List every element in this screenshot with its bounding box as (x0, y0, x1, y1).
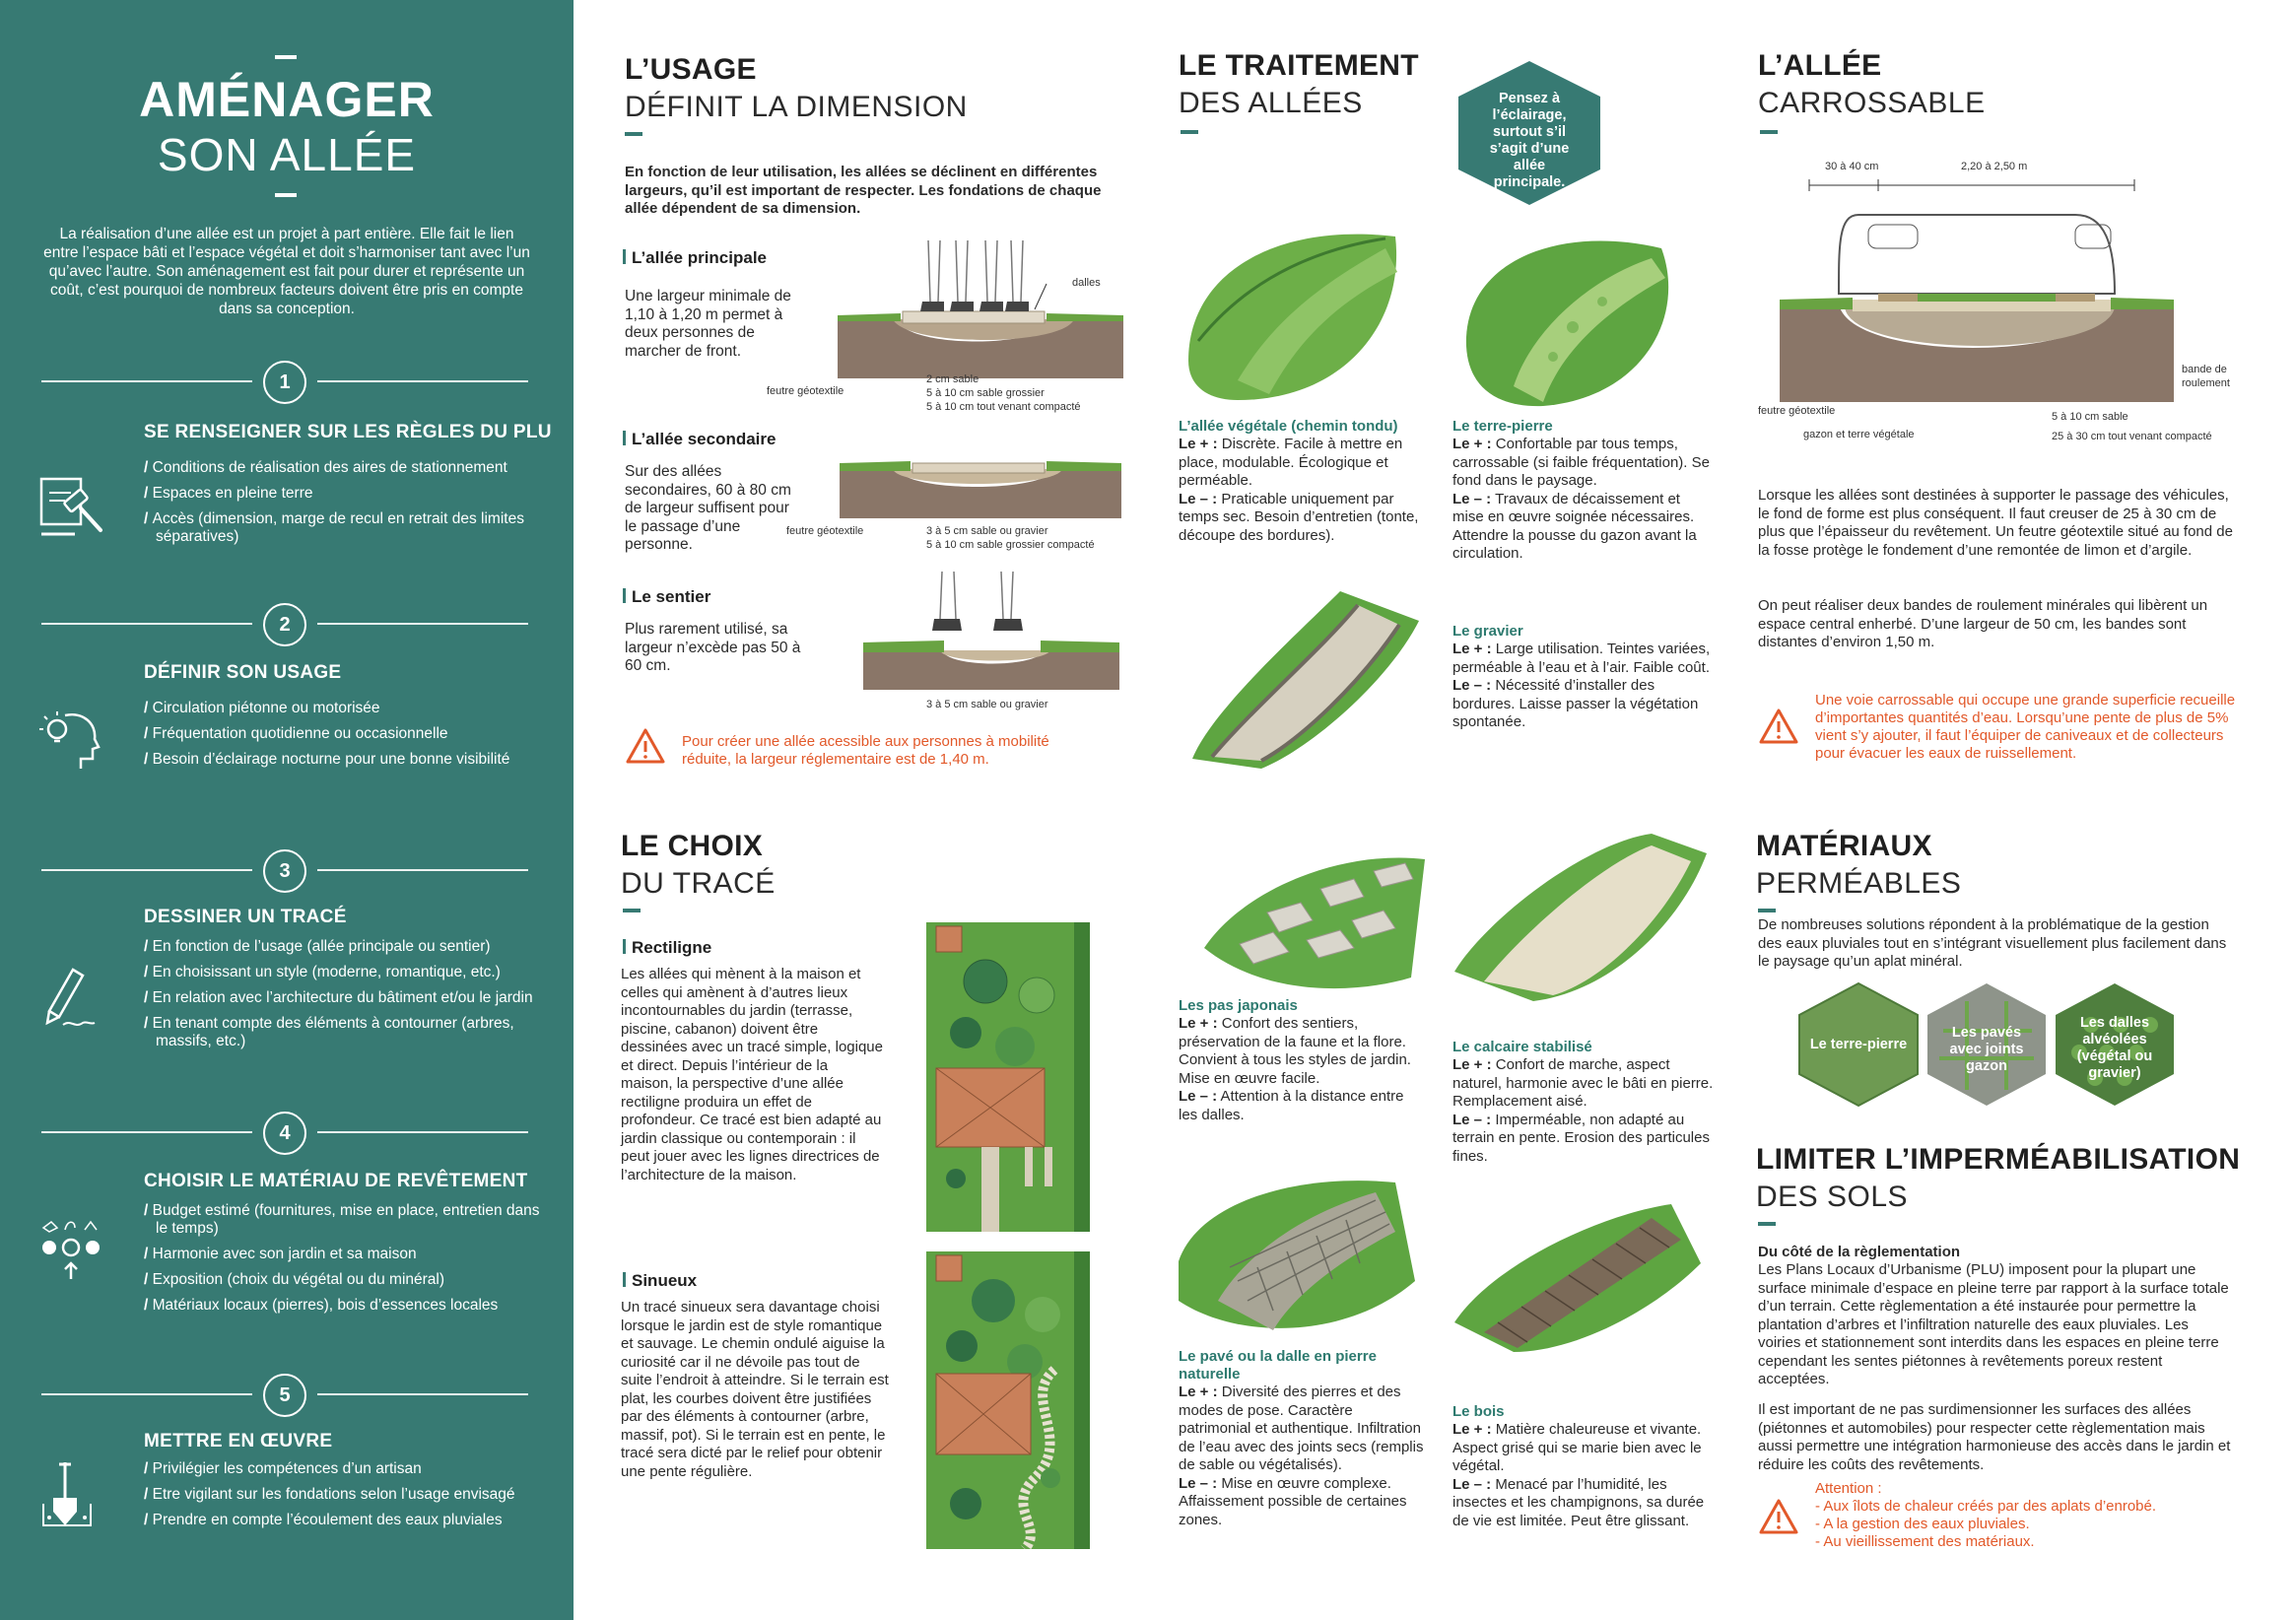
allee-principale-cross-section (838, 240, 1123, 378)
traitement-item-text: Le + : Confortable par tous temps, carrossable (si faible fréquentation). Se fond dans le paysage. Le – : Travaux de décaissement et mise en œuvre soignée nécessaires. Attendre la pousse du gazon avant la circulation. (1452, 436, 1710, 562)
trace-rectiligne-text: Les allées qui mènent à la maison et celles qui amènent à d’autres lieux incontournables du jardin (terrasse, piscine, cabanon) doivent être dessinées avec un tracé simple, logique et direct. Depuis l’intérieur de la maison, la perspective d’une allée rectiligne produira un effet de profondeur. Ce tracé est bien adapté au jardin classique ou contemporain : il peut jouer avec les lignes directrices de l’architecture de la maison. (621, 966, 883, 1183)
title-bar-top (275, 55, 297, 59)
step-item: / Circulation piétonne ou motorisée (144, 700, 548, 717)
pas-japonais-illustration (1204, 849, 1425, 995)
step-list (144, 459, 548, 554)
traitement-item-text: Le + : Discrète. Facile à mettre en place, modulable. Écologique et perméable. Le – : Praticable uniquement par temps sec. Besoin d’entretien (tonte, découpe des bordures). (1179, 436, 1419, 544)
step-list (144, 700, 548, 776)
usage-intro: En fonction de leur utilisation, les allées se déclinent en différentes largeurs, qu’il est important de respecter. Les fondations de chaque allée dépendent de sa dimension. (625, 164, 1102, 217)
limiter-warning-item: - Au vieillissement des matériaux. (1815, 1533, 2035, 1550)
label-layer: 3 à 5 cm sable ou gravier (926, 525, 1048, 537)
traitement-title-bold: LE TRAITEMENT (1179, 49, 1419, 82)
plan-sinueux-illustration (926, 1251, 1090, 1549)
step-divider (41, 1393, 252, 1395)
step-divider (41, 380, 252, 382)
traitement-item-title: Les pas japonais (1179, 997, 1298, 1014)
calcaire-stabilise-illustration (1454, 834, 1707, 1001)
step-item: / Prendre en compte l’écoulement des eaux pluviales (144, 1512, 548, 1529)
traitement-item-text: Le + : Confort de marche, aspect naturel, harmonie avec le bâti en pierre. Remplacement aisé. Le – : Imperméable, non adapté au terrain en pente. Erosion des particules fines. (1452, 1056, 1714, 1165)
step-divider (317, 869, 528, 871)
traitement-item-text: Le + : Confort des sentiers, préservation de la faune et la flore. Convient à tous les styles de jardin. Mise en œuvre facile. Le – : Attention à la distance entre les dalles. (1179, 1015, 1411, 1123)
heading-dash (1758, 1222, 1776, 1226)
label-feutre: feutre géotextile (786, 525, 864, 537)
carrossable-title-bold: L’ALLÉE (1758, 49, 1882, 82)
label-dalles: dalles (1072, 277, 1101, 289)
materiaux-intro: De nombreuses solutions répondent à la problématique de la gestion des eaux pluviales tout en s’intégrant visuellement plus facilement dans le paysage qu’un aplat minéral. (1758, 916, 2227, 970)
materiaux-title-bold: MATÉRIAUX (1756, 830, 1932, 862)
warning-icon (1758, 1498, 1799, 1535)
step-number: 1 (263, 361, 306, 404)
step-item: / Budget estimé (fournitures, mise en place, entretien dans le temps) (144, 1202, 548, 1238)
carrossable-paragraph: Lorsque les allées sont destinées à supporter le passage des véhicules, le fond de forme est plus conséquent. Il faut creuser de 25 à 30 cm de plus que l’épaisseur du revêtement. Un feutre géotextile situé au fond de la fosse protège le fondement d’une remontée de limon et d’argile. (1758, 487, 2233, 559)
step-list (144, 1460, 548, 1537)
usage-sentier-text: Plus rarement utilisé, sa largeur n’excède pas 50 à 60 cm. (625, 621, 801, 674)
step-title: METTRE EN ŒUVRE (144, 1431, 333, 1451)
heading-dash (1758, 909, 1776, 912)
step-list (144, 1202, 548, 1322)
step-item: / Espaces en pleine terre (144, 485, 548, 503)
sidebar-title-bold: AMÉNAGER (139, 72, 435, 127)
sentier-cross-section (863, 572, 1119, 690)
step-divider (41, 623, 252, 625)
limiter-title-thin: DES SOLS (1756, 1181, 1909, 1213)
label-layer: 5 à 10 cm sable (2052, 411, 2128, 423)
allee-secondaire-cross-section (840, 449, 1121, 518)
step-title: DESSINER UN TRACÉ (144, 907, 347, 927)
traitement-item-text: Le + : Diversité des pierres et des modes de pose. Caractère patrimonial et authentique. Infiltration de l’eau avec des joints secs (remplis de sable ou végétalisés). Le – : Mise en œuvre complexe. Affaissement possible de certaines zones. (1179, 1384, 1424, 1528)
limiter-warning-item: - Aux îlots de chaleur créés par des aplats d’enrobé. (1815, 1498, 2157, 1515)
label-feutre: feutre géotextile (767, 385, 844, 397)
label-layer: 5 à 10 cm sable grossier (926, 387, 1045, 399)
step-divider (317, 623, 528, 625)
traitement-item-title: Le gravier (1452, 623, 1523, 640)
usage-principale-title: L’allée principale (623, 248, 767, 268)
hex-label: Le terre-pierre (1809, 1037, 1908, 1052)
step-item: / En relation avec l’architecture du bâtiment et/ou le jardin (144, 989, 548, 1007)
sidebar (0, 0, 574, 1620)
usage-title-thin: DÉFINIT LA DIMENSION (625, 91, 968, 123)
step-number: 4 (263, 1112, 306, 1155)
step-item: / Etre vigilant sur les fondations selon l’usage envisagé (144, 1486, 548, 1504)
label-layer: 2 cm sable (926, 373, 979, 385)
hex-label: Les pavés avec joints gazon (1949, 1025, 2024, 1074)
traitement-item-title: L’allée végétale (chemin tondu) (1179, 418, 1398, 435)
step-number: 3 (263, 849, 306, 893)
hex-label: Les dalles alvéolées (végétal ou gravier) (2076, 1015, 2153, 1081)
step-item: / En fonction de l’usage (allée principale ou sentier) (144, 938, 548, 956)
usage-principale-text: Une largeur minimale de 1,10 à 1,20 m permet à deux personnes de marcher de front. (625, 288, 791, 360)
materials-choice-icon (35, 1214, 108, 1287)
step-number: 2 (263, 603, 306, 646)
step-title: CHOISIR LE MATÉRIAU DE REVÊTEMENT (144, 1171, 528, 1191)
usage-secondaire-text: Sur des allées secondaires, 60 à 80 cm de largeur suffisent pour le passage d’une personne. (625, 463, 791, 553)
label-layer: 5 à 10 cm tout venant compacté (926, 401, 1081, 413)
usage-secondaire-title: L’allée secondaire (623, 430, 776, 449)
terre-pierre-illustration (1454, 219, 1691, 412)
usage-title-bold: L’USAGE (625, 53, 757, 86)
label-layer: 25 à 30 cm tout venant compacté (2052, 431, 2212, 442)
traitement-item-title: Le terre-pierre (1452, 418, 1553, 435)
step-item: / Harmonie avec son jardin et sa maison (144, 1246, 548, 1263)
gravier-illustration (1192, 591, 1419, 769)
traitement-item-title: Le pavé ou la dalle en pierre naturelle (1179, 1348, 1377, 1383)
limiter-title-bold: LIMITER L’IMPERMÉABILISATION (1756, 1143, 2241, 1176)
allee-carrossable-cross-section (1780, 166, 2174, 402)
limiter-subtitle: Du côté de la règlementation (1758, 1244, 1961, 1260)
step-item: / Privilégier les compétences d’un artisan (144, 1460, 548, 1478)
label-bande: bande de roulement (2182, 364, 2230, 389)
pencil-icon (35, 962, 108, 1035)
label-layer: 5 à 10 cm sable grossier compacté (926, 539, 1095, 551)
traitement-item-text: Le + : Large utilisation. Teintes variées, perméable à l’eau et à l’air. Faible coût. Le – : Nécessité d’installer des bordures. Laisse passer la végétation spontanée. (1452, 641, 1711, 730)
label-layer: 3 à 5 cm sable ou gravier (926, 699, 1048, 710)
allee-vegetale-illustration (1179, 213, 1405, 410)
trace-title-thin: DU TRACÉ (621, 867, 776, 900)
step-item: / Besoin d’éclairage nocturne pour une bonne visibilité (144, 751, 548, 769)
warning-icon (1758, 708, 1799, 745)
traitement-item-title: Le calcaire stabilisé (1452, 1039, 1592, 1055)
limiter-warning-item: - A la gestion des eaux pluviales. (1815, 1516, 2030, 1532)
gavel-document-icon (35, 469, 108, 542)
step-item: / Accès (dimension, marge de recul en retrait des limites séparatives) (144, 510, 548, 546)
trace-sinueux-title: Sinueux (623, 1271, 697, 1291)
shovel-icon (35, 1458, 108, 1531)
step-number: 5 (263, 1374, 306, 1417)
limiter-paragraph: Il est important de ne pas surdimensionner les surfaces des allées (piétonnes et automobiles) pour respecter cette règlementation mais aussi permettre une intégration harmonieuse des accès dans le jardin et réduire les coûts des revêtements. (1758, 1401, 2231, 1473)
trace-title-bold: LE CHOIX (621, 830, 764, 862)
step-item: / Conditions de réalisation des aires de stationnement (144, 459, 548, 477)
label-gazon: gazon et terre végétale (1803, 429, 1915, 440)
traitement-item-title: Le bois (1452, 1403, 1505, 1420)
carrossable-title-thin: CARROSSABLE (1758, 87, 1986, 119)
heading-dash (1181, 130, 1198, 134)
sidebar-intro: La réalisation d’une allée est un projet à part entière. Elle fait le lien entre l’espace bâti et l’espace végétal et doit s’harmoniser tant avec l’un qu’avec l’autre. Son aménagement est fait pour durer et représente un coût, c’est pourquoi de nombreux facteurs doivent être pris en compte dans sa conception. (43, 226, 530, 317)
warning-icon (625, 727, 666, 765)
title-bar-bottom (275, 193, 297, 197)
step-title: SE RENSEIGNER SUR LES RÈGLES DU PLU (144, 422, 552, 442)
pave-pierre-illustration (1179, 1173, 1415, 1340)
label-width: 2,20 à 2,50 m (1961, 161, 2028, 172)
traitement-title-thin: DES ALLÉES (1179, 87, 1363, 119)
step-item: / En choisissant un style (moderne, romantique, etc.) (144, 964, 548, 981)
limiter-paragraph: Les Plans Locaux d’Urbanisme (PLU) imposent pour la plupart une surface minimale d’espace en pleine terre par rapport à la surface totale d’un terrain. Cette règlementation a été instaurée pour permettre la plantation d’arbres et l’infiltration naturelle des eaux pluviales. Les voiries et stationnement sont interdits dans les espaces en pleine terre cependant les sentes piétonnes à revêtements poreux restent acceptées. (1758, 1261, 2229, 1387)
traitement-item-text: Le + : Matière chaleureuse et vivante. Aspect grisé qui se marie bien avec le végétal. Le – : Menacé par l’humidité, les insectes et les champignons, sa durée de vie est limitée. Peut être glissant. (1452, 1421, 1705, 1529)
label-feutre: feutre géotextile (1758, 405, 1836, 417)
carrossable-paragraph: On peut réaliser deux bandes de roulement minérales qui libèrent un espace central enherbé. D’une largeur de 50 cm, les bandes sont distantes d’environ 1,50 m. (1758, 597, 2208, 650)
trace-rectiligne-title: Rectiligne (623, 938, 711, 958)
head-lightbulb-icon (35, 702, 108, 775)
step-item: / En tenant compte des éléments à contourner (arbres, massifs, etc.) (144, 1015, 548, 1050)
step-divider (317, 1393, 528, 1395)
step-divider (317, 1131, 528, 1133)
tip-hexagon-text: Pensez à l’éclairage, surtout s’il s’agit d’une allée principale. (1489, 91, 1570, 190)
step-item: / Exposition (choix du végétal ou du minéral) (144, 1271, 548, 1289)
step-divider (317, 380, 528, 382)
materiaux-title-thin: PERMÉABLES (1756, 867, 1962, 900)
usage-sentier-title: Le sentier (623, 587, 710, 607)
step-divider (41, 1131, 252, 1133)
trace-sinueux-text: Un tracé sinueux sera davantage choisi lorsque le jardin est de style romantique et sauvage. Le chemin ondulé aiguise la curiosité car il ne dévoile pas tout de suite l’endroit à atteindre. Si le terrain est plat, les courbes doivent être justifiées par des éléments à contourner (arbre, massif, pot). Si le terrain est en pente, le tracé sera dicté par le relief pour obtenir une pente régulière. (621, 1299, 889, 1480)
carrossable-warning: Une voie carrossable qui occupe une grande superficie recueille d’importantes quantités d’eau. Lorsqu’une pente de plus de 5% vient s’y ajouter, il faut l’équiper de caniveaux et de collecteurs pour évacuer les eaux de ruissellement. (1815, 692, 2236, 762)
label-width: 30 à 40 cm (1825, 161, 1879, 172)
usage-warning: Pour créer une allée acessible aux personnes à mobilité réduite, la largeur réglementaire est de 1,40 m. (682, 733, 1049, 768)
limiter-attention: Attention : (1815, 1480, 1882, 1497)
step-item: / Fréquentation quotidienne ou occasionnelle (144, 725, 548, 743)
step-title: DÉFINIR SON USAGE (144, 662, 342, 683)
step-divider (41, 869, 252, 871)
heading-dash (623, 909, 641, 912)
step-list (144, 938, 548, 1058)
bois-illustration (1454, 1204, 1701, 1352)
step-item: / Matériaux locaux (pierres), bois d’essences locales (144, 1297, 548, 1315)
heading-dash (1760, 130, 1778, 134)
sidebar-title-thin: SON ALLÉE (157, 129, 417, 180)
heading-dash (625, 132, 642, 136)
plan-rectiligne-illustration (926, 922, 1090, 1232)
